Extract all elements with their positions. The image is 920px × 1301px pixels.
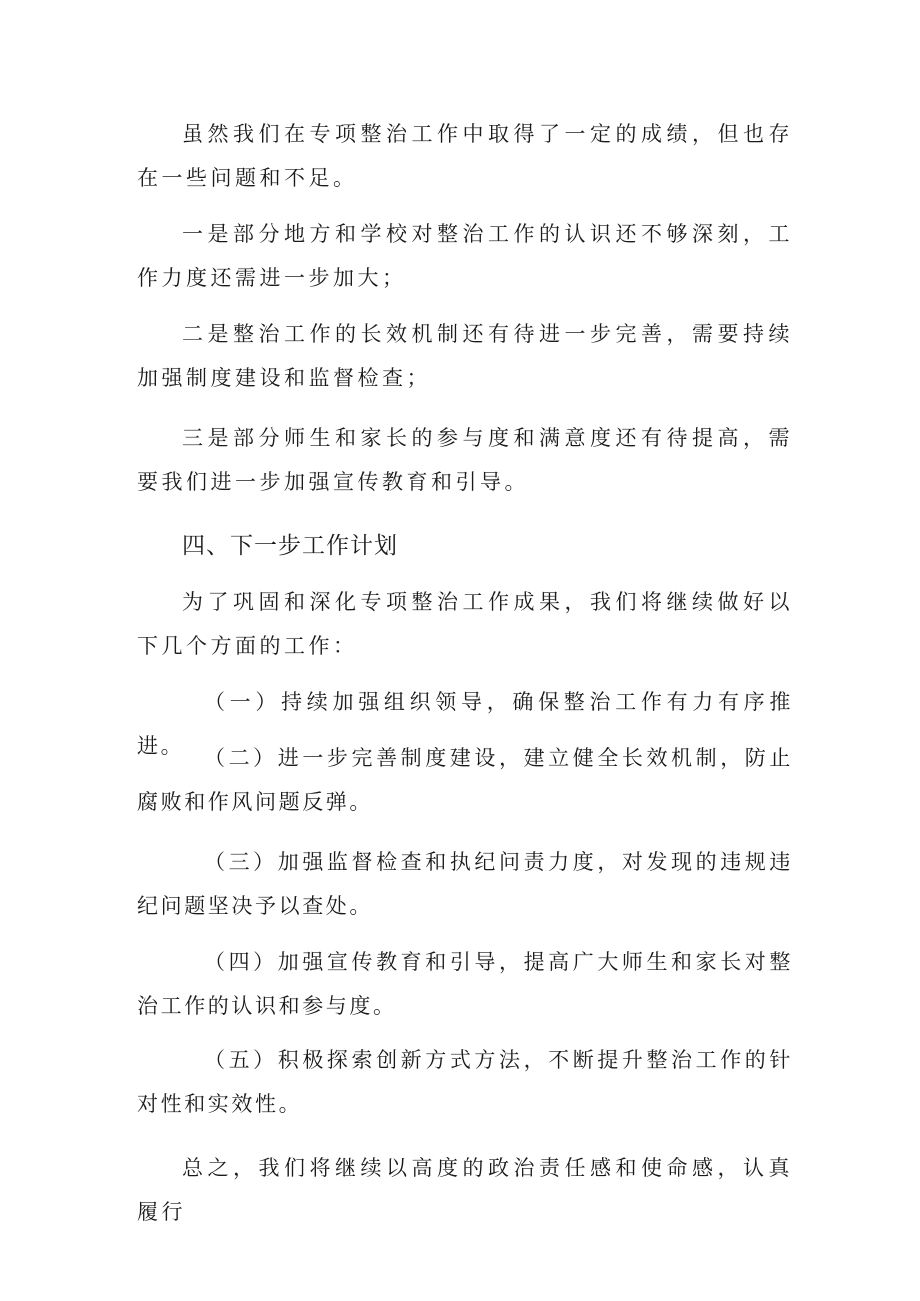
section-heading: 四、下一步工作计划 [182, 533, 398, 559]
paragraph-shortcomings-intro: 虽然我们在专项整治工作中取得了一定的成绩，但也存在一些问题和不足。 [137, 122, 793, 190]
paragraph-issue-two: 二是整治工作的长效机制还有待进一步完善，需要持续加强制度建设和监督检查； [137, 322, 793, 390]
plan-item-3: （三）加强监督检查和执纪问责力度，对发现的违规违纪问题坚决予以查处。 [137, 850, 793, 918]
paragraph-plan-intro: 为了巩固和深化专项整治工作成果，我们将继续做好以下几个方面的工作： [137, 590, 793, 658]
paragraph-issue-one: 一是部分地方和学校对整治工作的认识还不够深刻，工作力度还需进一步加大； [137, 222, 793, 290]
plan-item-2: （二）进一步完善制度建设，建立健全长效机制，防止腐败和作风问题反弹。 [137, 746, 793, 814]
paragraph-issue-three: 三是部分师生和家长的参与度和满意度还有待提高，需要我们进一步加强宣传教育和引导。 [137, 426, 793, 494]
paragraph-closing: 总之，我们将继续以高度的政治责任感和使命感，认真履行 [137, 1156, 793, 1224]
plan-item-4: （四）加强宣传教育和引导，提高广大师生和家长对整治工作的认识和参与度。 [137, 950, 793, 1018]
plan-item-1: （一）持续加强组织领导，确保整治工作有力有序推进。 [137, 690, 793, 758]
plan-item-5: （五）积极探索创新方式方法，不断提升整治工作的针对性和实效性。 [137, 1048, 793, 1116]
